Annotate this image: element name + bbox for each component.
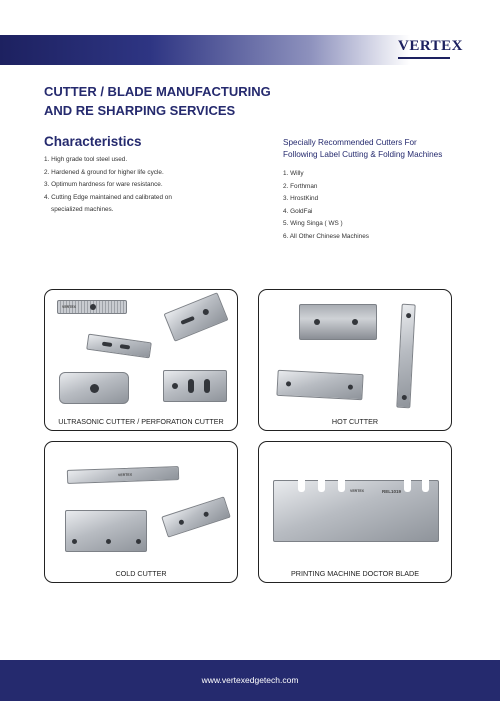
cold-cutter-angle-image — [161, 496, 231, 537]
blade-hole — [352, 319, 358, 325]
blade-slot — [180, 316, 194, 325]
blade-hole — [314, 319, 320, 325]
recommended-heading-line-2: Following Label Cutting & Folding Machines — [283, 150, 443, 159]
angled-blade-image — [163, 292, 228, 342]
recommended-heading — [283, 137, 442, 161]
blade-stamp: VERTEX — [350, 489, 365, 493]
product-label: ULTRASONIC CUTTER / PERFORATION CUTTER — [58, 417, 224, 426]
footer-website[interactable]: www.vertexedgetech.com — [0, 660, 500, 701]
product-label: COLD CUTTER — [115, 569, 167, 578]
perforation-plate-image — [163, 370, 227, 402]
perforation-blade-image — [57, 300, 127, 314]
blade-notch — [422, 480, 429, 492]
blade-hole — [136, 539, 141, 544]
blade-hole — [72, 539, 77, 544]
blade-hole — [178, 519, 184, 525]
blade-hole — [90, 304, 96, 310]
list-item: 4. GoldFai — [283, 207, 313, 215]
blade-slot — [102, 342, 112, 347]
list-item: 4. Cutting Edge maintained and calibrated on — [44, 193, 172, 201]
blade-notch — [404, 480, 411, 492]
blade-notch — [338, 480, 345, 492]
list-item: specialized machines. — [51, 206, 114, 213]
blade-hole — [286, 381, 291, 386]
blade-slot — [120, 344, 130, 349]
hot-cutter-block-image — [299, 304, 377, 340]
product-card-ultrasonic — [44, 289, 238, 431]
list-item: 3. HrostKind — [283, 195, 319, 202]
product-card-doctor-blade — [258, 441, 452, 583]
ultrasonic-blade-image — [59, 372, 129, 404]
list-item: 1. Willy — [283, 170, 304, 177]
blade-hole — [406, 313, 411, 318]
blade-hole — [402, 395, 407, 400]
blade-stamp: VERTEX — [117, 472, 133, 478]
product-card-hot-cutter — [258, 289, 452, 431]
page-title — [44, 82, 271, 120]
logo-underline — [398, 57, 450, 59]
characteristics-list — [44, 154, 244, 217]
recommended-heading-line-1: Specially Recommended Cutters For — [283, 138, 417, 147]
slotted-blade-image — [86, 334, 152, 359]
machine-list — [283, 168, 483, 243]
list-item: 5. Wing Singa ( WS ) — [283, 220, 343, 227]
blade-slot — [188, 379, 194, 393]
list-item: 1. High grade tool steel used. — [44, 156, 128, 163]
product-label: HOT CUTTER — [331, 417, 379, 426]
cold-cutter-long-blade-image — [67, 466, 179, 484]
hot-cutter-bar-image — [396, 304, 415, 409]
brand-logo: VERTEX — [398, 38, 463, 54]
list-item: 3. Optimum hardness for ware resistance. — [44, 181, 163, 188]
list-item: 6. All Other Chinese Machines — [283, 232, 369, 240]
cold-cutter-plate-image — [65, 510, 147, 552]
blade-hole — [90, 384, 99, 393]
title-line-1: CUTTER / BLADE MANUFACTURING — [44, 84, 271, 99]
doctor-blade-image — [273, 480, 439, 542]
blade-notch — [318, 480, 325, 492]
product-card-cold-cutter — [44, 441, 238, 583]
blade-hole — [203, 511, 209, 517]
list-item: 2. Hardened & ground for higher life cycle. — [44, 168, 164, 176]
blade-notch — [298, 480, 305, 492]
blade-hole — [106, 539, 111, 544]
blade-hole — [202, 308, 210, 316]
title-line-2: AND RE SHARPING SERVICES — [44, 103, 236, 118]
blade-hole — [172, 383, 178, 389]
characteristics-heading: Characteristics — [44, 134, 142, 149]
hot-cutter-plate-image — [276, 370, 363, 400]
blade-stamp: VERTEX — [62, 305, 77, 309]
list-item: 2. Forthman — [283, 182, 318, 190]
blade-slot — [204, 379, 210, 393]
product-label: PRINTING MACHINE DOCTOR BLADE — [290, 569, 420, 578]
blade-stamp-code: REL1019 — [382, 489, 402, 494]
blade-hole — [348, 384, 353, 389]
